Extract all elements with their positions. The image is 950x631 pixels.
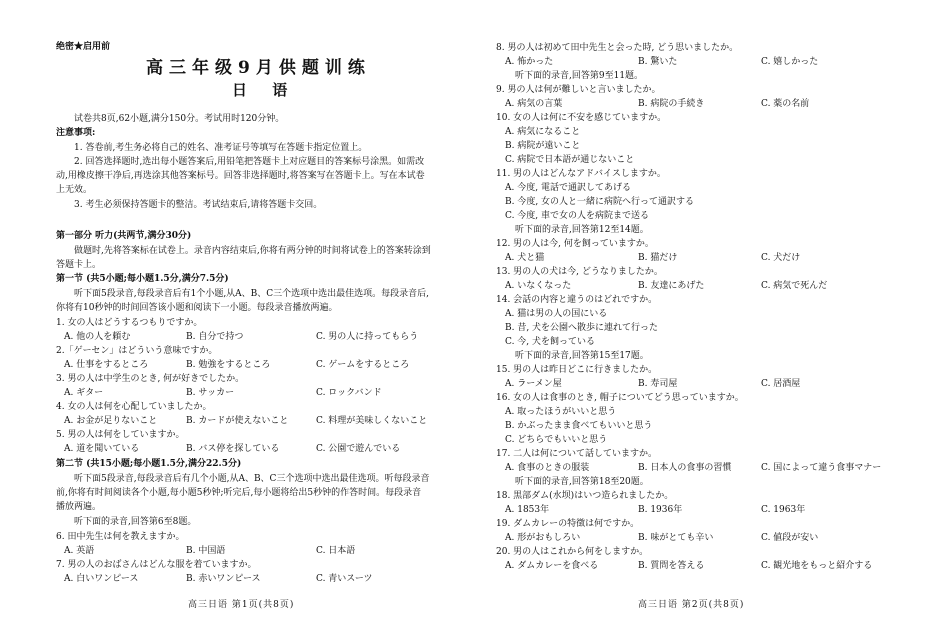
q13-option-a: A. いなくなった	[505, 281, 572, 291]
question-12: 12. 男の人は今, 何を飼っていますか。	[496, 239, 654, 249]
q3-option-b: B. サッカー	[186, 388, 235, 398]
q4-option-a: A. お金が足りないこと	[64, 416, 158, 426]
q17-option-a: A. 食事のときの服装	[505, 463, 590, 473]
q9-option-b: B. 病院の手続き	[638, 99, 705, 109]
q18-option-a: A. 1853年	[505, 505, 550, 515]
q16-option-c: C. どちらでもいいと思う	[505, 435, 608, 445]
exam-title: 高三年级9月供题训练	[146, 58, 371, 78]
confidential-label: 绝密★启用前	[56, 42, 111, 52]
q8-option-b: B. 驚いた	[638, 57, 678, 67]
listen-instruction-9-11: 听下面的录音,回答第9至11题。	[515, 71, 644, 81]
question-19: 19. ダムカレーの特徴は何ですか。	[496, 519, 640, 529]
q2-option-b: B. 勉強をするところ	[186, 360, 271, 370]
listen-instruction-6-8: 听下面的录音,回答第6至8题。	[74, 517, 197, 527]
q9-option-c: C. 薬の名前	[761, 99, 810, 109]
q15-option-a: A. ラーメン屋	[505, 379, 562, 389]
question-4: 4. 女の人は何を心配していましたか。	[56, 402, 212, 412]
q16-option-b: B. かぶったまま食べてもいいと思う	[505, 421, 653, 431]
q5-option-c: C. 公園で遊んでいる	[316, 444, 401, 454]
q1-option-a: A. 他の人を頼む	[64, 332, 131, 342]
section2-desc-b: 前,你将有时间阅读各个小题,每小题5秒钟;听完后,每小题将给出5秒钟的作答时间。每段录音	[56, 488, 422, 498]
question-10: 10. 女の人は何に不安を感じていますか。	[496, 113, 667, 123]
q18-option-c: C. 1963年	[761, 505, 806, 515]
q4-option-c: C. 料理が美味しくないこと	[316, 416, 428, 426]
listen-instruction-18-20: 听下面的录音,回答第18至20题。	[515, 477, 649, 487]
q17-option-b: B. 日本人の食事の習慣	[638, 463, 732, 473]
q12-option-b: B. 猫だけ	[638, 253, 678, 263]
question-2: 2.「ゲーセン」はどういう意味ですか。	[56, 346, 218, 356]
section2-desc-a: 听下面5段录音,每段录音后有几个小题,从A、B、C三个选项中选出最佳选项。听每段录音	[74, 474, 430, 484]
section1-desc-a: 听下面5段录音,每段录音后有1个小题,从A、B、C三个选项中选出最佳选项。每段录音后,	[74, 289, 430, 299]
notice-1: 1. 答卷前,考生务必将自己的姓名、准考证号等填写在答题卡指定位置上。	[74, 143, 368, 153]
q17-option-c: C. 国によって違う食事マナー	[761, 463, 882, 473]
page-footer: 高三日语 第1页(共8页)	[188, 600, 295, 610]
q8-option-a: A. 怖かった	[505, 57, 554, 67]
question-5: 5. 男の人は何をしていますか。	[56, 430, 185, 440]
q3-option-c: C. ロックバンド	[316, 388, 382, 398]
question-18: 18. 黒部ダム(水坝)はいつ造られましたか。	[496, 491, 674, 501]
section1-desc-b: 你将有10秒钟的时间回答该小题和阅读下一小题。每段录音播放两遍。	[56, 303, 338, 313]
section1-heading: 第一节 (共5小题;每小题1.5分,满分7.5分)	[56, 274, 229, 284]
question-15: 15. 男の人は昨日どこに行きましたか。	[496, 365, 658, 375]
q16-option-a: A. 取ったほうがいいと思う	[505, 407, 617, 417]
q8-option-c: C. 嬉しかった	[761, 57, 819, 67]
q20-option-b: B. 質問を答える	[638, 561, 705, 571]
q11-option-b: B. 今度, 女の人と一緒に病院へ行って通訳する	[505, 197, 695, 207]
question-11: 11. 男の人はどんなアドバイスしますか。	[496, 169, 666, 179]
section2-desc-c: 播放两遍。	[56, 502, 102, 512]
q12-option-a: A. 犬と猫	[505, 253, 545, 263]
notice-3: 3. 考生必须保持答题卡的整洁。考试结束后,请将答题卡交回。	[74, 200, 323, 210]
question-17: 17. 二人は何について話していますか。	[496, 449, 657, 459]
question-1: 1. 女の人はどうするつもりですか。	[56, 318, 203, 328]
question-13: 13. 男の人の犬は今, どうなりましたか。	[496, 267, 663, 277]
notice-2b: 动,用橡皮擦干净后,再选涂其他答案标号。回答非选择题时,将答案写在答题卡上。写在本试卷	[56, 171, 425, 181]
q10-option-b: B. 病院が遠いこと	[505, 141, 581, 151]
q18-option-b: B. 1936年	[638, 505, 683, 515]
q6-option-b: B. 中国語	[186, 546, 226, 556]
q15-option-b: B. 寿司屋	[638, 379, 678, 389]
listen-instruction-12-14: 听下面的录音,回答第12至14题。	[515, 225, 649, 235]
q12-option-c: C. 犬だけ	[761, 253, 801, 263]
q4-option-b: B. カードが使えないこと	[186, 416, 289, 426]
section2-heading: 第二节 (共15小题;每小题1.5分,满分22.5分)	[56, 459, 242, 469]
exam-subject: 日 语	[232, 81, 298, 99]
q14-option-a: A. 猫は男の人の国にいる	[505, 309, 608, 319]
question-16: 16. 女の人は食事のとき, 帽子についてどう思っていますか。	[496, 393, 744, 403]
q2-option-a: A. 仕事をするところ	[64, 360, 149, 370]
part1-heading: 第一部分 听力(共两节,满分30分)	[56, 231, 192, 241]
listen-instruction-15-17: 听下面的录音,回答第15至17题。	[515, 351, 649, 361]
q10-option-a: A. 病気になること	[505, 127, 581, 137]
question-7: 7. 男の人のおばさんはどんな服を着ていますか。	[56, 560, 257, 570]
question-9: 9. 男の人は何が難しいと言いましたか。	[496, 85, 661, 95]
q1-option-b: B. 自分で持つ	[186, 332, 244, 342]
q14-option-c: C. 今, 犬を飼っている	[505, 337, 596, 347]
q6-option-a: A. 英語	[64, 546, 95, 556]
question-3: 3. 男の人は中学生のとき, 何が好きでしたか。	[56, 374, 245, 384]
q11-option-a: A. 今度, 電話で通訳してあげる	[505, 183, 631, 193]
q7-option-c: C. 青いスーツ	[316, 574, 373, 584]
notice-2c: 上无效。	[56, 185, 93, 195]
question-20: 20. 男の人はこれから何をしますか。	[496, 547, 649, 557]
q20-option-a: A. ダムカレーを食べる	[505, 561, 599, 571]
part1-desc-b: 答题卡上。	[56, 260, 102, 270]
notice-heading: 注意事项:	[56, 128, 96, 138]
q10-option-c: C. 病院で日本語が通じないこと	[505, 155, 635, 165]
q7-option-a: A. 白いワンピース	[64, 574, 139, 584]
notice-2a: 2. 回答选择题时,选出每小题答案后,用铅笔把答题卡上对应题目的答案标号涂黑。如需改	[74, 157, 425, 167]
q5-option-a: A. 道を聞いている	[64, 444, 140, 454]
exam-info: 试卷共8页,62小题,满分150分。考试用时120分钟。	[74, 114, 285, 124]
page-2	[475, 0, 950, 631]
q1-option-c: C. 男の人に持ってもらう	[316, 332, 419, 342]
q5-option-b: B. バス停を探している	[186, 444, 280, 454]
q19-option-b: B. 味がとても辛い	[638, 533, 714, 543]
q13-option-b: B. 友達にあげた	[638, 281, 705, 291]
q19-option-a: A. 形がおもしろい	[505, 533, 581, 543]
page-footer: 高三日语 第2页(共8页)	[638, 600, 745, 610]
q20-option-c: C. 観光地をもっと紹介する	[761, 561, 873, 571]
q13-option-c: C. 病気で死んだ	[761, 281, 828, 291]
q11-option-c: C. 今度, 車で女の人を病院まで送る	[505, 211, 650, 221]
q7-option-b: B. 赤いワンピース	[186, 574, 261, 584]
q3-option-a: A. ギター	[64, 388, 104, 398]
question-6: 6. 田中先生は何を教えますか。	[56, 532, 185, 542]
q14-option-b: B. 昔, 犬を公園へ散歩に連れて行った	[505, 323, 659, 333]
q15-option-c: C. 居酒屋	[761, 379, 801, 389]
q6-option-c: C. 日本語	[316, 546, 356, 556]
question-14: 14. 会話の内容と違うのはどれですか。	[496, 295, 658, 305]
q9-option-a: A. 病気の言葉	[505, 99, 563, 109]
part1-desc-a: 做题时,先将答案标在试卷上。录音内容结束后,你将有两分钟的时间将试卷上的答案转涂到	[74, 246, 431, 256]
q2-option-c: C. ゲームをするところ	[316, 360, 410, 370]
question-8: 8. 男の人は初めて田中先生と会った時, どう思いましたか。	[496, 43, 739, 53]
q19-option-c: C. 値段が安い	[761, 533, 819, 543]
